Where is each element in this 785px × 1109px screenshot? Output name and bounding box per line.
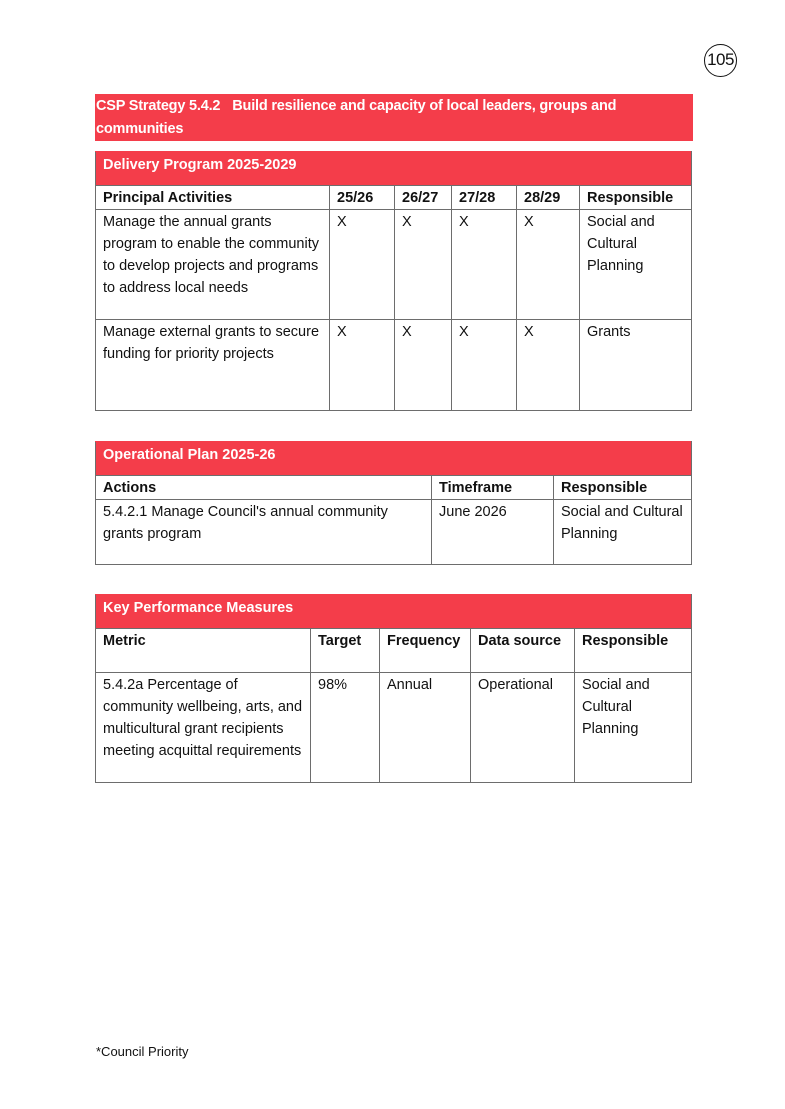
strategy-heading (95, 94, 693, 141)
data-source-cell: Operational (471, 673, 575, 783)
header-timeframe: Timeframe (432, 476, 554, 500)
year-cell: X (517, 210, 580, 320)
table-row (96, 210, 692, 320)
header-target: Target (311, 629, 380, 673)
year-cell: X (330, 320, 395, 411)
table-row (96, 673, 692, 783)
header-frequency: Frequency (380, 629, 471, 673)
header-responsible: Responsible (575, 629, 692, 673)
page-number: 105 (704, 44, 737, 77)
responsible-cell: Social and Cultural Planning (580, 210, 692, 320)
header-28-29: 28/29 (517, 186, 580, 210)
table-row (96, 320, 692, 411)
delivery-program-table (95, 151, 692, 411)
header-actions: Actions (96, 476, 432, 500)
kpm-table (95, 594, 692, 783)
metric-cell: 5.4.2a Percentage of community wellbeing, arts, and multicultural grant recipients meeting acquittal requirements (96, 673, 311, 783)
delivery-program-title: Delivery Program 2025-2029 (96, 152, 692, 186)
header-26-27: 26/27 (395, 186, 452, 210)
footnote: *Council Priority (96, 1044, 189, 1059)
responsible-cell: Grants (580, 320, 692, 411)
activity-cell: Manage external grants to secure funding for priority projects (96, 320, 330, 411)
operational-plan-title: Operational Plan 2025-26 (96, 442, 692, 476)
header-data-source: Data source (471, 629, 575, 673)
header-responsible: Responsible (554, 476, 692, 500)
operational-plan-table (95, 441, 692, 565)
header-responsible: Responsible (580, 186, 692, 210)
year-cell: X (517, 320, 580, 411)
header-principal-activities: Principal Activities (96, 186, 330, 210)
action-cell: 5.4.2.1 Manage Council's annual community grants program (96, 500, 432, 565)
header-27-28: 27/28 (452, 186, 517, 210)
kpm-title: Key Performance Measures (96, 595, 692, 629)
header-25-26: 25/26 (330, 186, 395, 210)
year-cell: X (395, 210, 452, 320)
year-cell: X (395, 320, 452, 411)
year-cell: X (452, 320, 517, 411)
activity-cell: Manage the annual grants program to enable the community to develop projects and programs to address local needs (96, 210, 330, 320)
strategy-code: CSP Strategy 5.4.2 (96, 98, 221, 114)
header-metric: Metric (96, 629, 311, 673)
timeframe-cell: June 2026 (432, 500, 554, 565)
strategy-text: Build resilience and capacity of local leaders, groups and communities (96, 98, 617, 137)
table-row (96, 500, 692, 565)
target-cell: 98% (311, 673, 380, 783)
year-cell: X (330, 210, 395, 320)
responsible-cell: Social and Cultural Planning (575, 673, 692, 783)
responsible-cell: Social and Cultural Planning (554, 500, 692, 565)
year-cell: X (452, 210, 517, 320)
frequency-cell: Annual (380, 673, 471, 783)
